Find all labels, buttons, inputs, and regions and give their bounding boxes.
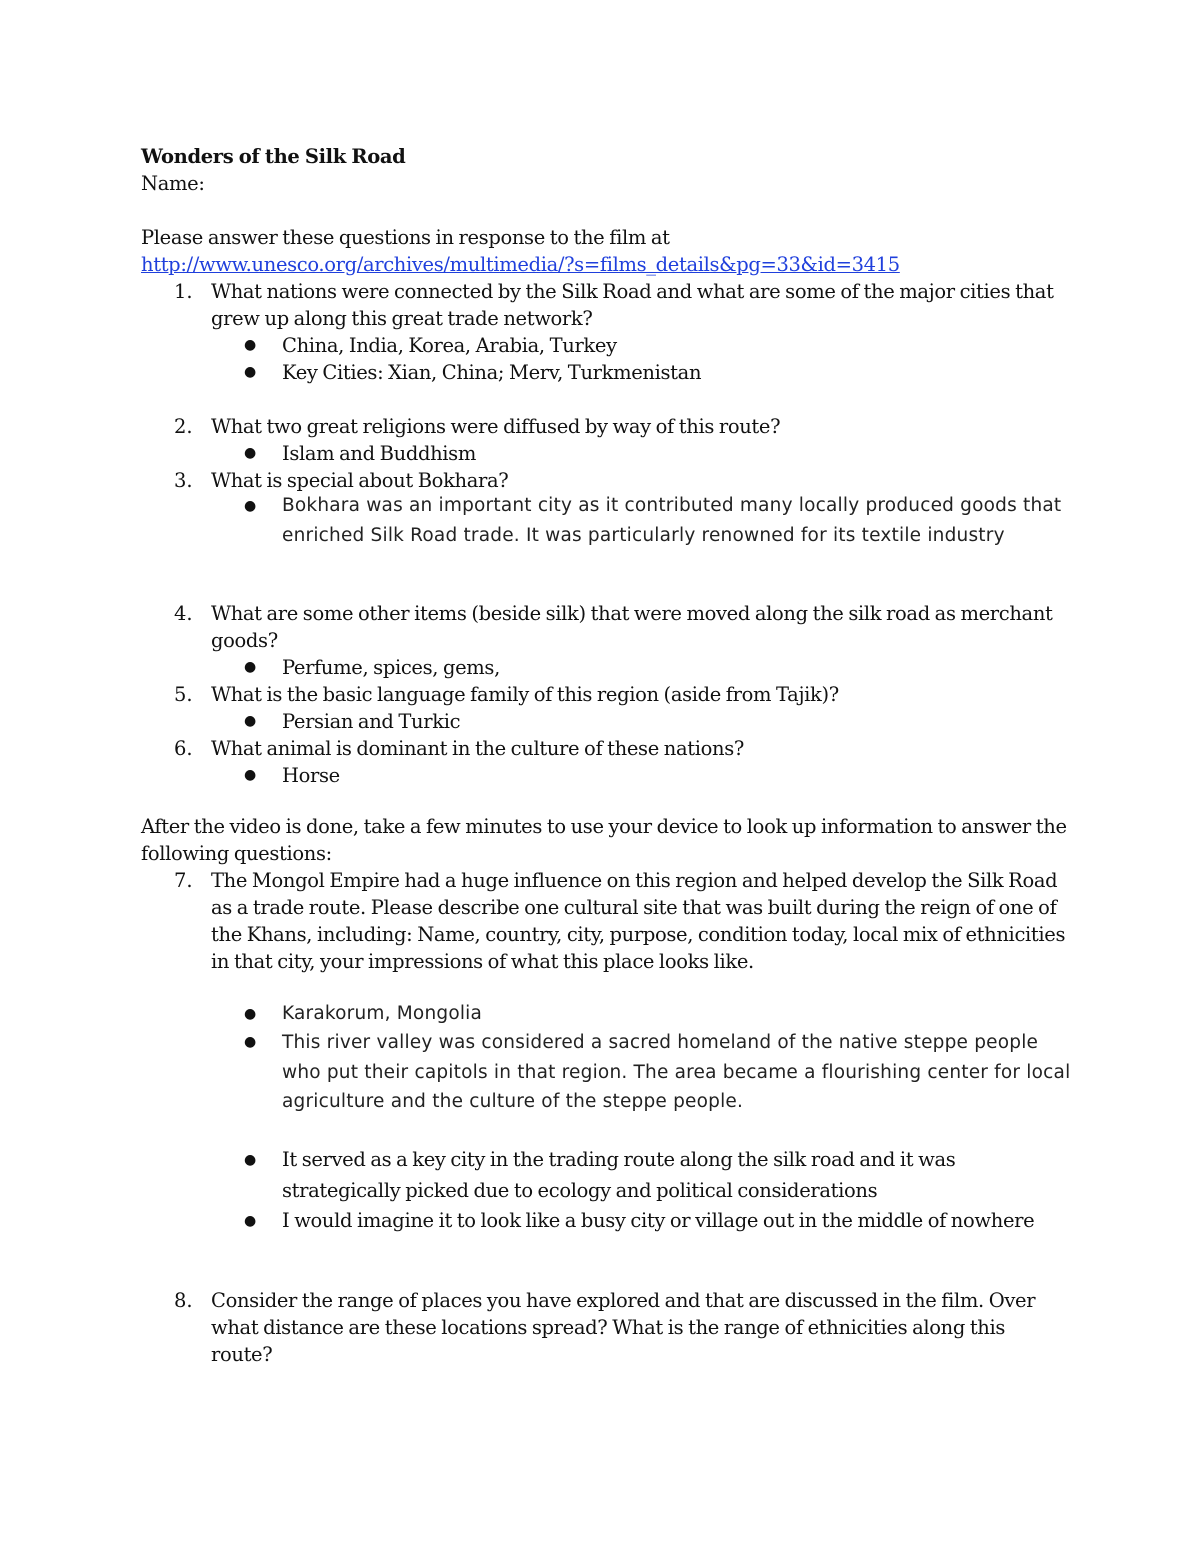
answer-7-4: I would imagine it to look like a busy city or village out in the middle of nowhere xyxy=(282,1209,1035,1232)
answer-6-1: Horse xyxy=(282,764,340,787)
bullet-icon: ● xyxy=(244,1006,257,1022)
answer-7-3: It served as a key city in the trading route along the silk road and it was strategically picked due to ecology and political considerations xyxy=(282,1148,956,1202)
question-3-text: What is special about Bokhara? xyxy=(211,469,509,492)
question-2-number: 2. xyxy=(174,415,193,438)
question-7-number: 7. xyxy=(174,869,193,892)
bullet-icon: ● xyxy=(244,364,257,380)
question-8-text: Consider the range of places you have explored and that are discussed in the film. Over what distance are these locations spread? What is the range of ethnicities along this route? xyxy=(211,1289,1036,1366)
bullet-icon: ● xyxy=(244,445,257,461)
question-4-number: 4. xyxy=(174,602,193,625)
answer-2-1: Islam and Buddhism xyxy=(282,442,476,465)
bullet-icon: ● xyxy=(244,1034,257,1050)
answer-5-1: Persian and Turkic xyxy=(282,710,461,733)
answer-7-1: Karakorum, Mongolia xyxy=(282,1003,483,1024)
question-6-text: What animal is dominant in the culture of these nations? xyxy=(211,737,744,760)
bullet-icon: ● xyxy=(244,659,257,675)
question-5-number: 5. xyxy=(174,683,193,706)
bullet-icon: ● xyxy=(244,1213,257,1229)
answer-1-1: China, India, Korea, Arabia, Turkey xyxy=(282,334,617,357)
after-video-text: After the video is done, take a few minutes to use your device to look up information to answer the following questions: xyxy=(141,815,1067,865)
film-link[interactable]: http://www.unesco.org/archives/multimedia/?s=films_details&pg=33&id=3415 xyxy=(141,253,900,276)
bullet-icon: ● xyxy=(244,767,257,783)
answer-4-1: Perfume, spices, gems, xyxy=(282,656,500,679)
bullet-icon: ● xyxy=(244,1152,257,1168)
question-3-number: 3. xyxy=(174,469,193,492)
answer-3-1: Bokhara was an important city as it contributed many locally produced goods that enriched Silk Road trade. It was particularly renowned for its textile industry xyxy=(282,495,1062,546)
bullet-icon: ● xyxy=(244,337,257,353)
document-title: Wonders of the Silk Road xyxy=(141,145,406,168)
answer-1-2: Key Cities: Xian, China; Merv, Turkmenistan xyxy=(282,361,702,384)
question-4-text: What are some other items (beside silk) that were moved along the silk road as merchant goods? xyxy=(211,602,1053,652)
question-1-text: What nations were connected by the Silk Road and what are some of the major cities that grew up along this great trade network? xyxy=(211,280,1054,330)
question-1-number: 1. xyxy=(174,280,193,303)
bullet-icon: ● xyxy=(244,713,257,729)
bullet-icon: ● xyxy=(244,498,257,514)
question-6-number: 6. xyxy=(174,737,193,760)
question-2-text: What two great religions were diffused by way of this route? xyxy=(211,415,781,438)
intro-text: Please answer these questions in response to the film at xyxy=(141,226,670,249)
name-label: Name: xyxy=(141,172,205,195)
question-8-number: 8. xyxy=(174,1289,193,1312)
question-5-text: What is the basic language family of this region (aside from Tajik)? xyxy=(211,683,839,706)
answer-7-2: This river valley was considered a sacred homeland of the native steppe people who put their capitols in that region. The area became a flourishing center for local agriculture and the culture of the steppe people. xyxy=(282,1032,1071,1112)
question-7-text: The Mongol Empire had a huge influence on this region and helped develop the Silk Road as a trade route. Please describe one cultural site that was built during the reign of one of the Khans, including: Name, country, city, purpose, condition today, local mix of ethnicities in that city, your impressions of what this place looks like. xyxy=(211,869,1066,973)
